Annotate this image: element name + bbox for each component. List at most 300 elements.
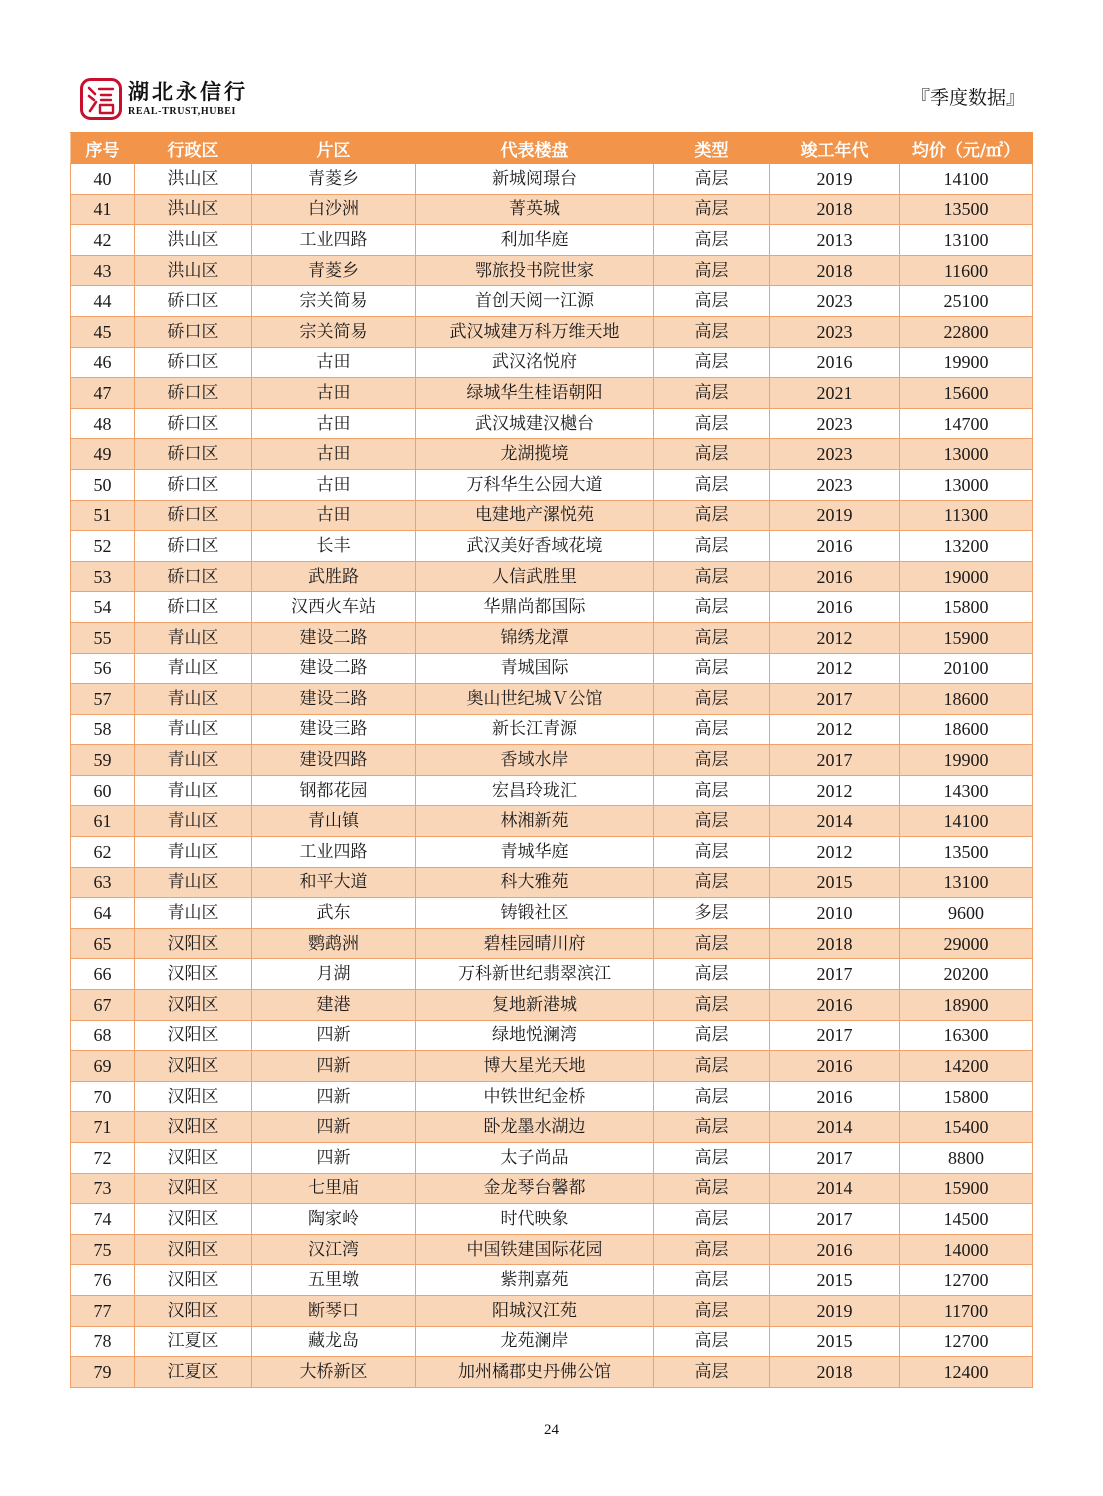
table-row bbox=[71, 1326, 1033, 1357]
column-header-completion-year: 竣工年代 bbox=[770, 133, 900, 164]
cell-area: 建设四路 bbox=[252, 745, 416, 776]
cell-average-price: 11300 bbox=[900, 500, 1033, 531]
cell-index: 67 bbox=[71, 990, 135, 1021]
cell-index: 44 bbox=[71, 286, 135, 317]
cell-completion-year: 2023 bbox=[770, 469, 900, 500]
cell-average-price: 18600 bbox=[900, 684, 1033, 715]
cell-area: 青山镇 bbox=[252, 806, 416, 837]
table-row bbox=[71, 194, 1033, 225]
cell-type: 高层 bbox=[654, 164, 770, 195]
cell-district: 硚口区 bbox=[135, 347, 252, 378]
cell-index: 79 bbox=[71, 1357, 135, 1388]
cell-average-price: 18600 bbox=[900, 714, 1033, 745]
section-title: 『季度数据』 bbox=[910, 87, 1025, 109]
cell-completion-year: 2023 bbox=[770, 408, 900, 439]
cell-project: 时代映象 bbox=[416, 1204, 654, 1235]
table-row bbox=[71, 928, 1033, 959]
table-row bbox=[71, 347, 1033, 378]
cell-project: 博大星光天地 bbox=[416, 1051, 654, 1082]
table-row bbox=[71, 1051, 1033, 1082]
page-header bbox=[80, 78, 1025, 122]
cell-type: 高层 bbox=[654, 1357, 770, 1388]
cell-average-price: 15400 bbox=[900, 1112, 1033, 1143]
cell-project: 武汉城建汉樾台 bbox=[416, 408, 654, 439]
cell-area: 古田 bbox=[252, 378, 416, 409]
cell-type: 高层 bbox=[654, 316, 770, 347]
table-row bbox=[71, 286, 1033, 317]
cell-area: 建设二路 bbox=[252, 684, 416, 715]
cell-area: 月湖 bbox=[252, 959, 416, 990]
table-header-row bbox=[71, 133, 1033, 164]
cell-average-price: 13100 bbox=[900, 225, 1033, 256]
cell-average-price: 12700 bbox=[900, 1326, 1033, 1357]
cell-index: 73 bbox=[71, 1173, 135, 1204]
cell-index: 60 bbox=[71, 775, 135, 806]
cell-district: 洪山区 bbox=[135, 255, 252, 286]
cell-index: 74 bbox=[71, 1204, 135, 1235]
cell-district: 汉阳区 bbox=[135, 1173, 252, 1204]
cell-completion-year: 2019 bbox=[770, 164, 900, 195]
cell-average-price: 9600 bbox=[900, 898, 1033, 929]
cell-project: 武汉美好香域花境 bbox=[416, 531, 654, 562]
cell-district: 硚口区 bbox=[135, 439, 252, 470]
cell-area: 汉西火车站 bbox=[252, 592, 416, 623]
cell-index: 55 bbox=[71, 622, 135, 653]
cell-project: 青城华庭 bbox=[416, 837, 654, 868]
table-row bbox=[71, 1173, 1033, 1204]
cell-completion-year: 2018 bbox=[770, 194, 900, 225]
table-row bbox=[71, 561, 1033, 592]
cell-average-price: 13200 bbox=[900, 531, 1033, 562]
cell-completion-year: 2012 bbox=[770, 622, 900, 653]
cell-index: 47 bbox=[71, 378, 135, 409]
cell-type: 高层 bbox=[654, 225, 770, 256]
cell-index: 41 bbox=[71, 194, 135, 225]
cell-project: 新城阅璟台 bbox=[416, 164, 654, 195]
cell-average-price: 15800 bbox=[900, 592, 1033, 623]
cell-completion-year: 2014 bbox=[770, 1112, 900, 1143]
cell-area: 四新 bbox=[252, 1051, 416, 1082]
cell-district: 青山区 bbox=[135, 653, 252, 684]
cell-average-price: 15600 bbox=[900, 378, 1033, 409]
cell-completion-year: 2017 bbox=[770, 1020, 900, 1051]
cell-completion-year: 2023 bbox=[770, 439, 900, 470]
cell-completion-year: 2012 bbox=[770, 837, 900, 868]
cell-type: 高层 bbox=[654, 1173, 770, 1204]
table-row bbox=[71, 439, 1033, 470]
cell-project: 利加华庭 bbox=[416, 225, 654, 256]
cell-completion-year: 2018 bbox=[770, 928, 900, 959]
cell-completion-year: 2017 bbox=[770, 959, 900, 990]
cell-index: 52 bbox=[71, 531, 135, 562]
cell-type: 高层 bbox=[654, 1143, 770, 1174]
cell-district: 汉阳区 bbox=[135, 1265, 252, 1296]
cell-district: 硚口区 bbox=[135, 408, 252, 439]
cell-type: 多层 bbox=[654, 898, 770, 929]
cell-district: 江夏区 bbox=[135, 1357, 252, 1388]
page-number: 24 bbox=[544, 1422, 559, 1438]
cell-district: 青山区 bbox=[135, 806, 252, 837]
cell-completion-year: 2012 bbox=[770, 714, 900, 745]
cell-district: 汉阳区 bbox=[135, 1234, 252, 1265]
cell-average-price: 22800 bbox=[900, 316, 1033, 347]
cell-project: 林湘新苑 bbox=[416, 806, 654, 837]
cell-district: 汉阳区 bbox=[135, 1051, 252, 1082]
cell-index: 51 bbox=[71, 500, 135, 531]
cell-project: 加州橘郡史丹佛公馆 bbox=[416, 1357, 654, 1388]
cell-index: 77 bbox=[71, 1295, 135, 1326]
cell-average-price: 11600 bbox=[900, 255, 1033, 286]
cell-district: 汉阳区 bbox=[135, 1081, 252, 1112]
table-row bbox=[71, 714, 1033, 745]
cell-project: 武汉洺悦府 bbox=[416, 347, 654, 378]
cell-area: 古田 bbox=[252, 439, 416, 470]
cell-project: 卧龙墨水湖边 bbox=[416, 1112, 654, 1143]
cell-average-price: 14100 bbox=[900, 806, 1033, 837]
company-name-en: REAL-TRUST,HUBEI bbox=[128, 106, 237, 117]
cell-type: 高层 bbox=[654, 408, 770, 439]
cell-average-price: 15900 bbox=[900, 622, 1033, 653]
cell-district: 青山区 bbox=[135, 714, 252, 745]
cell-completion-year: 2021 bbox=[770, 378, 900, 409]
cell-completion-year: 2017 bbox=[770, 684, 900, 715]
cell-district: 青山区 bbox=[135, 898, 252, 929]
cell-type: 高层 bbox=[654, 500, 770, 531]
cell-completion-year: 2016 bbox=[770, 1234, 900, 1265]
company-name-cn: 湖北永信行 bbox=[128, 80, 248, 104]
table-row bbox=[71, 1265, 1033, 1296]
cell-project: 复地新港城 bbox=[416, 990, 654, 1021]
table-row bbox=[71, 745, 1033, 776]
cell-area: 四新 bbox=[252, 1112, 416, 1143]
cell-district: 汉阳区 bbox=[135, 1143, 252, 1174]
cell-type: 高层 bbox=[654, 928, 770, 959]
cell-type: 高层 bbox=[654, 1234, 770, 1265]
table-row bbox=[71, 837, 1033, 868]
cell-area: 七里庙 bbox=[252, 1173, 416, 1204]
cell-district: 硚口区 bbox=[135, 561, 252, 592]
cell-index: 58 bbox=[71, 714, 135, 745]
cell-area: 建港 bbox=[252, 990, 416, 1021]
cell-index: 69 bbox=[71, 1051, 135, 1082]
table-body bbox=[71, 164, 1033, 1388]
cell-average-price: 15900 bbox=[900, 1173, 1033, 1204]
cell-index: 75 bbox=[71, 1234, 135, 1265]
cell-type: 高层 bbox=[654, 255, 770, 286]
cell-district: 青山区 bbox=[135, 622, 252, 653]
cell-area: 古田 bbox=[252, 500, 416, 531]
table-row bbox=[71, 959, 1033, 990]
cell-district: 汉阳区 bbox=[135, 1112, 252, 1143]
cell-project: 中铁世纪金桥 bbox=[416, 1081, 654, 1112]
table-row bbox=[71, 378, 1033, 409]
cell-completion-year: 2017 bbox=[770, 745, 900, 776]
table-row bbox=[71, 500, 1033, 531]
cell-index: 61 bbox=[71, 806, 135, 837]
cell-project: 人信武胜里 bbox=[416, 561, 654, 592]
cell-district: 青山区 bbox=[135, 775, 252, 806]
table-row bbox=[71, 1204, 1033, 1235]
cell-area: 工业四路 bbox=[252, 225, 416, 256]
cell-district: 洪山区 bbox=[135, 194, 252, 225]
cell-average-price: 29000 bbox=[900, 928, 1033, 959]
cell-completion-year: 2015 bbox=[770, 1265, 900, 1296]
cell-index: 46 bbox=[71, 347, 135, 378]
cell-average-price: 14300 bbox=[900, 775, 1033, 806]
cell-district: 汉阳区 bbox=[135, 959, 252, 990]
cell-average-price: 13500 bbox=[900, 194, 1033, 225]
cell-project: 电建地产漯悦苑 bbox=[416, 500, 654, 531]
cell-project: 奥山世纪城Ｖ公馆 bbox=[416, 684, 654, 715]
cell-area: 古田 bbox=[252, 408, 416, 439]
table-row bbox=[71, 1234, 1033, 1265]
cell-average-price: 11700 bbox=[900, 1295, 1033, 1326]
cell-completion-year: 2016 bbox=[770, 592, 900, 623]
cell-type: 高层 bbox=[654, 531, 770, 562]
table-row bbox=[71, 653, 1033, 684]
cell-completion-year: 2010 bbox=[770, 898, 900, 929]
cell-project: 鄂旅投书院世家 bbox=[416, 255, 654, 286]
cell-average-price: 14000 bbox=[900, 1234, 1033, 1265]
cell-type: 高层 bbox=[654, 867, 770, 898]
cell-average-price: 19900 bbox=[900, 745, 1033, 776]
cell-average-price: 12400 bbox=[900, 1357, 1033, 1388]
cell-district: 洪山区 bbox=[135, 164, 252, 195]
cell-average-price: 16300 bbox=[900, 1020, 1033, 1051]
table-row bbox=[71, 867, 1033, 898]
cell-average-price: 13100 bbox=[900, 867, 1033, 898]
cell-completion-year: 2019 bbox=[770, 1295, 900, 1326]
cell-district: 汉阳区 bbox=[135, 928, 252, 959]
cell-index: 42 bbox=[71, 225, 135, 256]
table-row bbox=[71, 775, 1033, 806]
cell-completion-year: 2014 bbox=[770, 806, 900, 837]
cell-index: 59 bbox=[71, 745, 135, 776]
table-row bbox=[71, 1143, 1033, 1174]
table-row bbox=[71, 1295, 1033, 1326]
cell-project: 首创天阅一江源 bbox=[416, 286, 654, 317]
cell-average-price: 13000 bbox=[900, 469, 1033, 500]
cell-average-price: 20100 bbox=[900, 653, 1033, 684]
cell-type: 高层 bbox=[654, 469, 770, 500]
cell-area: 青菱乡 bbox=[252, 255, 416, 286]
table-row bbox=[71, 990, 1033, 1021]
cell-area: 鹦鹉洲 bbox=[252, 928, 416, 959]
cell-type: 高层 bbox=[654, 378, 770, 409]
cell-project: 香域水岸 bbox=[416, 745, 654, 776]
cell-average-price: 14200 bbox=[900, 1051, 1033, 1082]
cell-index: 40 bbox=[71, 164, 135, 195]
cell-project: 锦绣龙潭 bbox=[416, 622, 654, 653]
cell-index: 64 bbox=[71, 898, 135, 929]
cell-area: 钢都花园 bbox=[252, 775, 416, 806]
cell-area: 四新 bbox=[252, 1020, 416, 1051]
cell-district: 汉阳区 bbox=[135, 1020, 252, 1051]
cell-type: 高层 bbox=[654, 592, 770, 623]
table-row bbox=[71, 1357, 1033, 1388]
cell-district: 汉阳区 bbox=[135, 990, 252, 1021]
cell-project: 金龙琴台馨都 bbox=[416, 1173, 654, 1204]
cell-district: 洪山区 bbox=[135, 225, 252, 256]
cell-type: 高层 bbox=[654, 684, 770, 715]
table-row bbox=[71, 316, 1033, 347]
cell-type: 高层 bbox=[654, 959, 770, 990]
cell-index: 71 bbox=[71, 1112, 135, 1143]
company-seal-logo bbox=[80, 78, 122, 120]
cell-district: 汉阳区 bbox=[135, 1295, 252, 1326]
column-header-average-price: 均价（元/㎡） bbox=[900, 133, 1033, 164]
table-row bbox=[71, 255, 1033, 286]
cell-completion-year: 2017 bbox=[770, 1204, 900, 1235]
cell-average-price: 13500 bbox=[900, 837, 1033, 868]
cell-completion-year: 2016 bbox=[770, 347, 900, 378]
cell-district: 硚口区 bbox=[135, 592, 252, 623]
cell-type: 高层 bbox=[654, 1295, 770, 1326]
table-row bbox=[71, 1112, 1033, 1143]
cell-area: 陶家岭 bbox=[252, 1204, 416, 1235]
cell-completion-year: 2016 bbox=[770, 1081, 900, 1112]
cell-average-price: 20200 bbox=[900, 959, 1033, 990]
cell-average-price: 18900 bbox=[900, 990, 1033, 1021]
cell-district: 青山区 bbox=[135, 837, 252, 868]
cell-area: 和平大道 bbox=[252, 867, 416, 898]
table-row bbox=[71, 898, 1033, 929]
cell-completion-year: 2023 bbox=[770, 316, 900, 347]
cell-type: 高层 bbox=[654, 1112, 770, 1143]
cell-type: 高层 bbox=[654, 1081, 770, 1112]
cell-area: 藏龙岛 bbox=[252, 1326, 416, 1357]
cell-index: 66 bbox=[71, 959, 135, 990]
cell-area: 大桥新区 bbox=[252, 1357, 416, 1388]
cell-project: 紫荆嘉苑 bbox=[416, 1265, 654, 1296]
table-row bbox=[71, 469, 1033, 500]
cell-type: 高层 bbox=[654, 439, 770, 470]
cell-type: 高层 bbox=[654, 745, 770, 776]
cell-area: 建设三路 bbox=[252, 714, 416, 745]
cell-type: 高层 bbox=[654, 653, 770, 684]
cell-index: 43 bbox=[71, 255, 135, 286]
cell-district: 硚口区 bbox=[135, 469, 252, 500]
cell-average-price: 15800 bbox=[900, 1081, 1033, 1112]
cell-average-price: 14700 bbox=[900, 408, 1033, 439]
cell-area: 五里墩 bbox=[252, 1265, 416, 1296]
table-row bbox=[71, 592, 1033, 623]
cell-project: 武汉城建万科万维天地 bbox=[416, 316, 654, 347]
cell-district: 硚口区 bbox=[135, 286, 252, 317]
cell-completion-year: 2012 bbox=[770, 653, 900, 684]
cell-type: 高层 bbox=[654, 990, 770, 1021]
cell-type: 高层 bbox=[654, 1020, 770, 1051]
property-price-table bbox=[70, 132, 1033, 1388]
cell-area: 四新 bbox=[252, 1143, 416, 1174]
cell-area: 武东 bbox=[252, 898, 416, 929]
cell-project: 华鼎尚都国际 bbox=[416, 592, 654, 623]
cell-completion-year: 2019 bbox=[770, 500, 900, 531]
cell-average-price: 19900 bbox=[900, 347, 1033, 378]
table-row bbox=[71, 1081, 1033, 1112]
cell-area: 建设二路 bbox=[252, 622, 416, 653]
cell-index: 68 bbox=[71, 1020, 135, 1051]
cell-index: 72 bbox=[71, 1143, 135, 1174]
cell-project: 龙湖揽境 bbox=[416, 439, 654, 470]
cell-area: 白沙洲 bbox=[252, 194, 416, 225]
table-row bbox=[71, 408, 1033, 439]
column-header-index: 序号 bbox=[71, 133, 135, 164]
cell-district: 硚口区 bbox=[135, 316, 252, 347]
cell-index: 78 bbox=[71, 1326, 135, 1357]
cell-type: 高层 bbox=[654, 347, 770, 378]
cell-completion-year: 2016 bbox=[770, 990, 900, 1021]
cell-area: 宗关简易 bbox=[252, 286, 416, 317]
cell-average-price: 25100 bbox=[900, 286, 1033, 317]
cell-index: 49 bbox=[71, 439, 135, 470]
cell-area: 青菱乡 bbox=[252, 164, 416, 195]
cell-type: 高层 bbox=[654, 1265, 770, 1296]
cell-area: 武胜路 bbox=[252, 561, 416, 592]
cell-index: 57 bbox=[71, 684, 135, 715]
table-row bbox=[71, 1020, 1033, 1051]
table-row bbox=[71, 225, 1033, 256]
cell-area: 工业四路 bbox=[252, 837, 416, 868]
cell-project: 新长江青源 bbox=[416, 714, 654, 745]
cell-index: 76 bbox=[71, 1265, 135, 1296]
cell-type: 高层 bbox=[654, 194, 770, 225]
cell-index: 50 bbox=[71, 469, 135, 500]
cell-project: 宏昌玲珑汇 bbox=[416, 775, 654, 806]
column-header-area: 片区 bbox=[252, 133, 416, 164]
cell-project: 碧桂园晴川府 bbox=[416, 928, 654, 959]
column-header-project: 代表楼盘 bbox=[416, 133, 654, 164]
cell-completion-year: 2016 bbox=[770, 561, 900, 592]
cell-type: 高层 bbox=[654, 1326, 770, 1357]
column-header-district: 行政区 bbox=[135, 133, 252, 164]
cell-type: 高层 bbox=[654, 561, 770, 592]
cell-project: 铸锻社区 bbox=[416, 898, 654, 929]
column-header-type: 类型 bbox=[654, 133, 770, 164]
cell-district: 硚口区 bbox=[135, 500, 252, 531]
cell-completion-year: 2017 bbox=[770, 1143, 900, 1174]
cell-project: 青城国际 bbox=[416, 653, 654, 684]
cell-completion-year: 2018 bbox=[770, 255, 900, 286]
cell-area: 汉江湾 bbox=[252, 1234, 416, 1265]
cell-area: 四新 bbox=[252, 1081, 416, 1112]
cell-average-price: 13000 bbox=[900, 439, 1033, 470]
cell-project: 科大雅苑 bbox=[416, 867, 654, 898]
cell-completion-year: 2015 bbox=[770, 867, 900, 898]
cell-district: 青山区 bbox=[135, 745, 252, 776]
cell-type: 高层 bbox=[654, 837, 770, 868]
cell-completion-year: 2012 bbox=[770, 775, 900, 806]
cell-project: 万科华生公园大道 bbox=[416, 469, 654, 500]
cell-completion-year: 2023 bbox=[770, 286, 900, 317]
cell-type: 高层 bbox=[654, 806, 770, 837]
cell-index: 54 bbox=[71, 592, 135, 623]
table-row bbox=[71, 684, 1033, 715]
cell-district: 汉阳区 bbox=[135, 1204, 252, 1235]
cell-index: 56 bbox=[71, 653, 135, 684]
cell-type: 高层 bbox=[654, 1204, 770, 1235]
cell-completion-year: 2015 bbox=[770, 1326, 900, 1357]
cell-project: 万科新世纪翡翠滨江 bbox=[416, 959, 654, 990]
cell-index: 48 bbox=[71, 408, 135, 439]
cell-average-price: 14100 bbox=[900, 164, 1033, 195]
cell-area: 宗关简易 bbox=[252, 316, 416, 347]
table-row bbox=[71, 164, 1033, 195]
cell-district: 硚口区 bbox=[135, 378, 252, 409]
cell-type: 高层 bbox=[654, 714, 770, 745]
cell-type: 高层 bbox=[654, 775, 770, 806]
cell-completion-year: 2014 bbox=[770, 1173, 900, 1204]
